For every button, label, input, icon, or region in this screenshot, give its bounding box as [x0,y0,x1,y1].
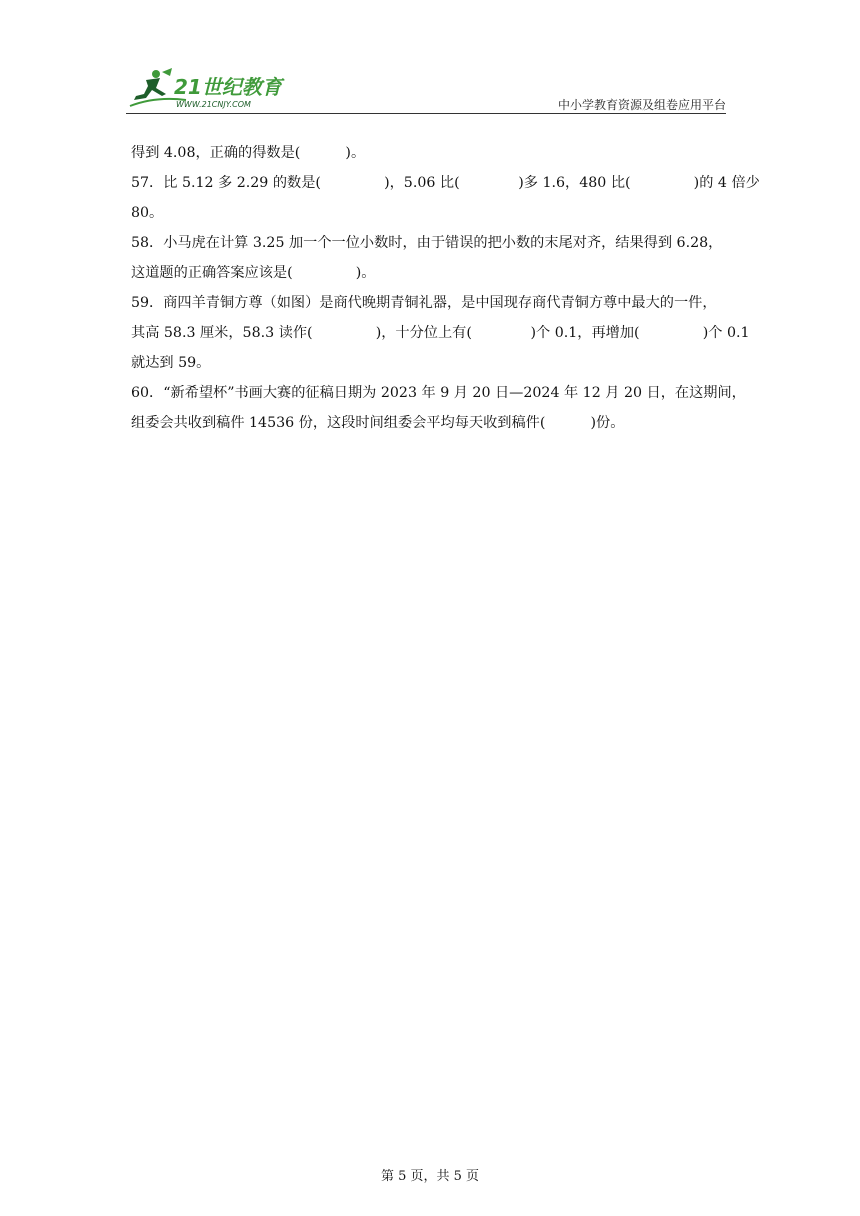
text-line: 组委会共收到稿件 14536 份，这段时间组委会平均每天收到稿件( )份。 [131,415,625,431]
question-58-line: 58．小马虎在计算 3.25 加一个一位小数时，由于错误的把小数的末尾对齐，结果得到 6.28， [131,235,723,251]
21cnjy-logo [126,66,296,114]
text-line: 80。 [131,205,164,221]
text-line: 就达到 59。 [131,355,211,371]
text-line: 得到 4.08，正确的得数是( )。 [131,145,366,161]
question-content [131,138,760,438]
logo-text: 21世纪教育 [174,75,282,99]
page-footer: 第 5 页，共 5 页 [380,1169,480,1184]
question-60-line: 60．“新希望杯”书画大赛的征稿日期为 2023 年 9 月 20 日—2024 年 12 月 20 日，在这期间， [131,385,746,401]
question-57-line: 57．比 5.12 多 2.29 的数是( )，5.06 比( )多 1.6，480 比( )的 4 倍少 [131,175,760,191]
platform-title: 中小学教育资源及组卷应用平台 [557,98,726,112]
page-header [126,66,726,116]
text-line: 其高 58.3 厘米，58.3 读作( )，十分位上有( )个 0.1，再增加( )个 0.1 [131,325,750,341]
text-line: 这道题的正确答案应该是( )。 [131,265,376,281]
header-rule [126,113,726,114]
logo-url: WWW.21CNJY.COM [176,100,251,109]
question-59-line: 59．商四羊青铜方尊（如图）是商代晚期青铜礼器，是中国现存商代青铜方尊中最大的一件， [131,295,717,311]
